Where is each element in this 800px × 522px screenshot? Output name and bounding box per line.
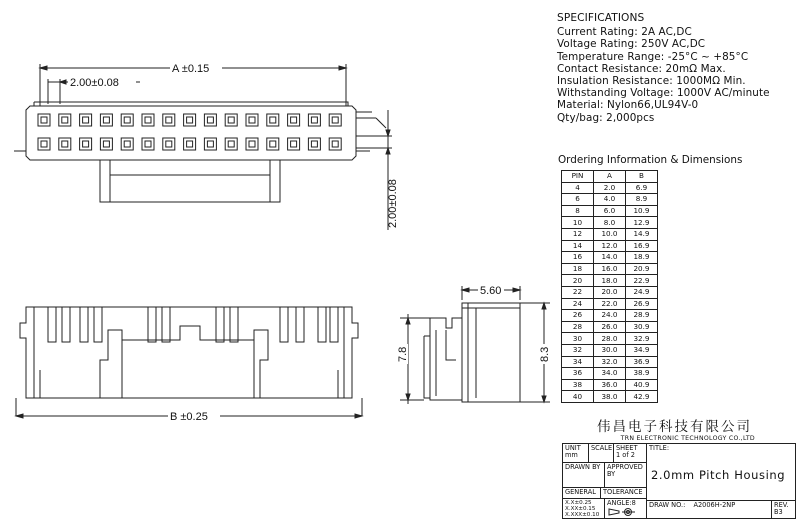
ordering-row: [562, 391, 658, 403]
cell-a: 6.0: [594, 205, 626, 217]
ordering-row: [562, 298, 658, 310]
dim-b-label: B ±0.25: [170, 411, 208, 423]
rev-cell: [772, 501, 796, 519]
general-label: GENERAL: [565, 488, 596, 496]
pin-contact: [270, 141, 276, 147]
pin-contact: [103, 117, 109, 123]
front-slot: [148, 307, 156, 342]
cell-pin: 4: [562, 182, 594, 194]
pin-cavity: [246, 114, 258, 126]
pin-contact: [124, 141, 130, 147]
ordering-header-row: [562, 171, 658, 183]
cell-b: 8.9: [626, 194, 658, 206]
cell-a: 12.0: [594, 240, 626, 252]
spec-line: Withstanding Voltage: 1000V AC/minute: [557, 87, 770, 100]
ordering-row: [562, 194, 658, 206]
pin-cavity: [80, 114, 92, 126]
cell-b: 10.9: [626, 205, 658, 217]
spec-line: Voltage Rating: 250V AC,DC: [557, 38, 706, 51]
sheet-cell: [614, 444, 647, 463]
cell-b: 30.9: [626, 321, 658, 333]
pin-cavity: [246, 138, 258, 150]
cell-a: 4.0: [594, 194, 626, 206]
pin-cavity: [225, 114, 237, 126]
pin-cavity: [38, 138, 50, 150]
cell-b: 14.9: [626, 228, 658, 240]
ordering-row: [562, 368, 658, 380]
pin-cavity: [100, 138, 112, 150]
pin-cavity: [184, 114, 196, 126]
cell-a: 20.0: [594, 286, 626, 298]
ordering-table: [561, 170, 658, 403]
ordering-row: [562, 310, 658, 322]
pin-contact: [62, 141, 68, 147]
pin-cavity: [267, 138, 279, 150]
cell-b: 38.9: [626, 368, 658, 380]
ordering-title: Ordering Information & Dimensions: [558, 154, 743, 166]
cell-pin: 30: [562, 333, 594, 345]
cell-pin: 40: [562, 391, 594, 403]
tol-xxx: X.XXX±0.10: [565, 512, 600, 519]
pin-cavity: [59, 138, 71, 150]
title-label: TITLE:: [649, 444, 670, 452]
cell-b: 24.9: [626, 286, 658, 298]
pin-cavity: [38, 114, 50, 126]
drawn-by-label: DRAWN BY: [565, 463, 601, 471]
draw-no-label: DRAW NO.:: [649, 501, 686, 509]
pin-contact: [249, 117, 255, 123]
ordering-row: [562, 333, 658, 345]
cell-a: 2.0: [594, 182, 626, 194]
cell-pin: 12: [562, 228, 594, 240]
pin-contact: [145, 141, 151, 147]
pin-contact: [311, 141, 317, 147]
general-cell: [563, 488, 601, 499]
tolerance-values-cell: [563, 499, 605, 519]
cell-b: 22.9: [626, 275, 658, 287]
cell-a: 32.0: [594, 356, 626, 368]
spec-line: Temperature Range: -25°C ~ +85°C: [557, 50, 749, 63]
cell-pin: 38: [562, 379, 594, 391]
pin-contact: [311, 117, 317, 123]
cell-b: 12.9: [626, 217, 658, 229]
ordering-row: [562, 217, 658, 229]
ordering-row: [562, 263, 658, 275]
cell-pin: 20: [562, 275, 594, 287]
projection-symbol-icon: [607, 507, 637, 516]
title-block: [562, 443, 796, 519]
pin-cavity: [80, 138, 92, 150]
cell-pin: 26: [562, 310, 594, 322]
front-slot: [280, 307, 288, 342]
unit-label: UNIT: [565, 444, 581, 452]
cell-b: 6.9: [626, 182, 658, 194]
rev-value: B3: [774, 508, 783, 516]
pin-cavity: [204, 138, 216, 150]
pin-contact: [145, 117, 151, 123]
pin-contact: [228, 117, 234, 123]
pin-cavity: [142, 138, 154, 150]
pin-contact: [124, 117, 130, 123]
ordering-row: [562, 379, 658, 391]
cell-pin: 6: [562, 194, 594, 206]
front-slot: [216, 307, 224, 342]
pin-cavity: [204, 114, 216, 126]
cell-b: 18.9: [626, 252, 658, 264]
front-slot: [230, 307, 238, 342]
pin-cavity: [329, 114, 341, 126]
cell-pin: 14: [562, 240, 594, 252]
ordering-row: [562, 228, 658, 240]
angle-value: ANGLE:8: [607, 499, 636, 507]
pin-contact: [228, 141, 234, 147]
dim-a-label: A ±0.15: [172, 63, 210, 75]
drawing-title: 2.0mm Pitch Housing: [651, 468, 786, 482]
ordering-row: [562, 286, 658, 298]
cell-b: 26.9: [626, 298, 658, 310]
cell-a: 34.0: [594, 368, 626, 380]
front-slot: [62, 307, 70, 342]
title-block-header: [562, 420, 796, 443]
ordering-row: [562, 321, 658, 333]
ordering-row: [562, 356, 658, 368]
specifications-block: [557, 12, 770, 124]
company-name-cn: 伟昌电子科技有限公司: [597, 419, 752, 435]
dim-side-width: 5.60: [480, 285, 502, 297]
scale-cell: [589, 444, 614, 463]
pin-contact: [41, 141, 47, 147]
front-slot: [94, 307, 102, 342]
ordering-row: [562, 240, 658, 252]
dim-row-pitch-label: 2.00±0.08: [387, 179, 399, 228]
cell-a: 24.0: [594, 310, 626, 322]
cell-a: 10.0: [594, 228, 626, 240]
scale-label: SCALE: [591, 444, 613, 452]
pin-cavity: [288, 138, 300, 150]
pin-cavity: [121, 114, 133, 126]
specifications-heading: SPECIFICATIONS: [557, 12, 645, 24]
ordering-row: [562, 252, 658, 264]
cell-a: 36.0: [594, 379, 626, 391]
cell-pin: 16: [562, 252, 594, 264]
drawn-by-cell: [563, 463, 605, 488]
cell-b: 20.9: [626, 263, 658, 275]
front-slot: [80, 307, 88, 342]
cell-b: 16.9: [626, 240, 658, 252]
sheet-label: SHEET: [616, 444, 638, 452]
draw-no-value: A2006H-2NP: [693, 501, 736, 509]
pin-cavity: [288, 114, 300, 126]
top-view: [14, 102, 386, 202]
pin-cavity: [267, 114, 279, 126]
rev-label: REV.: [774, 501, 789, 509]
pin-contact: [187, 117, 193, 123]
ordering-row: [562, 275, 658, 287]
cell-pin: 28: [562, 321, 594, 333]
tol-xx: X.XX±0.15: [565, 506, 596, 513]
tolerance-cell: [601, 488, 647, 499]
spec-line: Current Rating: 2A AC,DC: [557, 26, 692, 39]
pin-contact: [291, 117, 297, 123]
pin-cavity: [142, 114, 154, 126]
cell-b: 36.9: [626, 356, 658, 368]
front-slots: [48, 307, 338, 342]
sheet-value: 1 of 2: [616, 451, 635, 459]
cell-a: 28.0: [594, 333, 626, 345]
cell-pin: 10: [562, 217, 594, 229]
approved-by-cell: [605, 463, 647, 488]
pin-contact: [83, 117, 89, 123]
col-b-header: B: [626, 171, 658, 183]
cell-b: 28.9: [626, 310, 658, 322]
col-pin-header: PIN: [562, 171, 594, 183]
cell-b: 40.9: [626, 379, 658, 391]
pin-cavity: [225, 138, 237, 150]
cell-a: 16.0: [594, 263, 626, 275]
cell-a: 38.0: [594, 391, 626, 403]
cell-pin: 8: [562, 205, 594, 217]
title-cell: [647, 444, 796, 501]
pin-contact: [103, 141, 109, 147]
approved-by-label: APPROVED BY: [607, 463, 643, 478]
side-view: [400, 286, 550, 404]
pin-cavity: [184, 138, 196, 150]
cell-a: 22.0: [594, 298, 626, 310]
cell-b: 42.9: [626, 391, 658, 403]
unit-cell: [563, 444, 589, 463]
angle-cell: [605, 499, 647, 519]
dim-side-h1: 7.8: [397, 346, 409, 362]
pin-contact: [83, 141, 89, 147]
cell-a: 18.0: [594, 275, 626, 287]
pin-cavity: [121, 138, 133, 150]
pin-cavity: [163, 114, 175, 126]
front-slot: [318, 307, 326, 342]
cell-pin: 32: [562, 344, 594, 356]
pin-contact: [332, 141, 338, 147]
front-slot: [162, 307, 170, 342]
draw-no-cell: [647, 501, 772, 519]
cell-a: 30.0: [594, 344, 626, 356]
pin-contact: [207, 141, 213, 147]
ordering-row: [562, 205, 658, 217]
spec-line: Material: Nylon66,UL94V-0: [557, 99, 699, 112]
pin-contact: [187, 141, 193, 147]
pin-cavity: [329, 138, 341, 150]
pin-contact: [291, 141, 297, 147]
pin-contact: [41, 117, 47, 123]
cell-pin: 24: [562, 298, 594, 310]
cell-a: 14.0: [594, 252, 626, 264]
pin-cavity: [163, 138, 175, 150]
ordering-row: [562, 182, 658, 194]
spec-line: Insulation Resistance: 1000MΩ Min.: [557, 75, 746, 88]
pin-cavity: [308, 138, 320, 150]
cell-pin: 22: [562, 286, 594, 298]
company-name-en: TRN ELECTRONIC TECHNOLOGY CO.,LTD: [620, 435, 755, 442]
pin-cavity: [100, 114, 112, 126]
dim-pitch-label: 2.00±0.08: [70, 77, 119, 89]
front-slot: [330, 307, 338, 342]
pin-cavity: [308, 114, 320, 126]
pin-contact: [249, 141, 255, 147]
cell-pin: 34: [562, 356, 594, 368]
unit-value: mm: [565, 451, 578, 459]
ordering-row: [562, 344, 658, 356]
pin-contact: [62, 117, 68, 123]
cell-a: 8.0: [594, 217, 626, 229]
col-a-header: A: [594, 171, 626, 183]
spec-line: Contact Resistance: 20mΩ Max.: [557, 62, 726, 75]
cell-pin: 18: [562, 263, 594, 275]
cell-pin: 36: [562, 368, 594, 380]
pin-contact: [166, 117, 172, 123]
cell-b: 34.9: [626, 344, 658, 356]
cell-a: 26.0: [594, 321, 626, 333]
pin-contact: [270, 117, 276, 123]
cell-b: 32.9: [626, 333, 658, 345]
front-slot: [48, 307, 56, 342]
tolerance-label: TOLERANCE: [603, 488, 643, 496]
dim-side-h2: 8.3: [539, 346, 551, 362]
pin-contact: [207, 117, 213, 123]
pin-contact: [332, 117, 338, 123]
spec-line: Qty/bag: 2,000pcs: [557, 111, 655, 124]
ordering-rows: [562, 182, 658, 402]
pin-contact: [166, 141, 172, 147]
front-slot: [296, 307, 304, 342]
front-view: [16, 307, 362, 418]
pin-grid: [38, 114, 341, 150]
tol-x: X.X±0.25: [565, 500, 592, 506]
pin-cavity: [59, 114, 71, 126]
